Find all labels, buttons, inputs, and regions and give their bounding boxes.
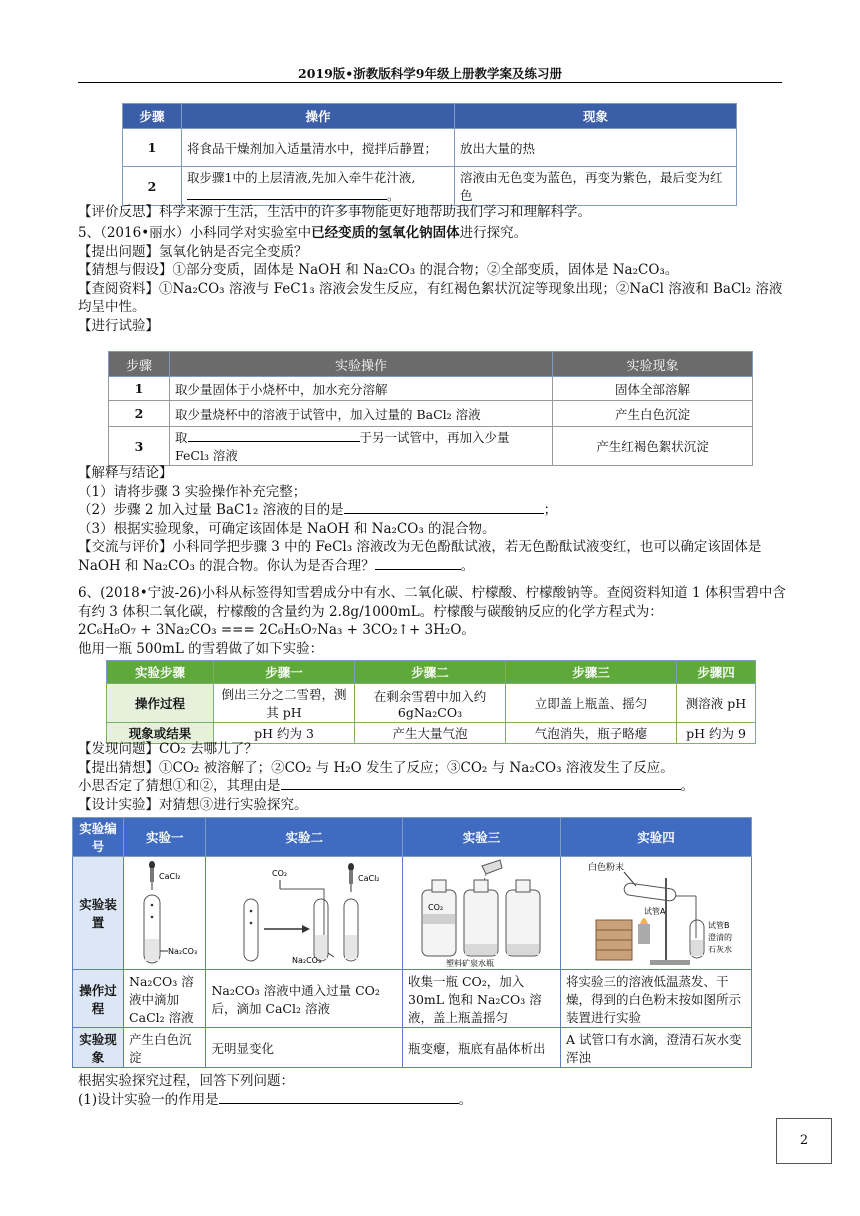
table-header: 步骤一 <box>214 661 355 684</box>
evaluation-paragraph <box>78 203 788 222</box>
q6-equation: 2C₆H₈O₇ + 3Na₂CO₃ === 2C₆H₅O₇Na₃ + 3CO₂↑+ 3H₂O。 <box>78 622 475 638</box>
q5-hypothesis: 【猜想与假设】①部分变质，固体是 NaOH 和 Na₂CO₃ 的混合物；②全部变质，固体是 Na₂CO₃。 <box>78 262 679 278</box>
op-cell <box>182 167 455 206</box>
table-sprite-experiment <box>106 660 756 744</box>
table-header: 操作 <box>182 104 455 129</box>
design: 【设计实验】对猜想③进行实验探究。 <box>78 796 308 813</box>
page-number: 2 <box>776 1118 832 1164</box>
table-row <box>109 377 753 401</box>
bottle-caption: 塑料矿泉水瓶 <box>445 959 494 968</box>
page-header: 2019版•浙教版科学9年级上册教学案及练习册 <box>298 66 562 81</box>
label-limewater-1: 澄清的 <box>708 933 732 942</box>
dropper-test-tube-diagram <box>130 859 200 967</box>
guess: 【提出猜想】①CO₂ 被溶解了；②CO₂ 与 H₂O 发生了反应；③CO₂ 与 Na₂CO₃ 溶液发生了反应。 <box>78 759 674 776</box>
conclusion-2: （2）步骤 2 加入过量 BaC1₂ 溶液的目的是 ； <box>78 502 558 518</box>
problem: 【发现问题】CO₂ 去哪儿了？ <box>78 741 258 757</box>
answer-blank[interactable] <box>281 789 681 790</box>
q5-experiment-label: 【进行试验】 <box>78 317 159 334</box>
question-6-discussion <box>78 740 788 814</box>
fig-exp3 <box>403 857 561 970</box>
table-naoh-experiment <box>108 351 753 466</box>
question-5 <box>78 224 788 335</box>
fig-exp2 <box>206 857 403 970</box>
op-cell: 取少量固体于小烧杯中，加水充分溶解 <box>170 377 553 401</box>
table-header: 实验编号 <box>73 818 124 857</box>
step-cell: 1 <box>123 129 182 167</box>
op-text: 取步骤1中的上层清液,先加入牵牛花汁液, <box>187 170 416 185</box>
question-6-answers <box>78 1072 788 1109</box>
result-row <box>73 1028 752 1068</box>
label-tube-a: 试管A <box>644 907 666 916</box>
table-cell: 收集一瓶 CO₂，加入 30mL 饱和 Na₂CO₃ 溶液，盖上瓶盖摇匀 <box>403 970 561 1028</box>
table-cell: A 试管口有水滴，澄清石灰水变浑浊 <box>561 1028 752 1068</box>
label-powder: 白色粉末 <box>588 863 625 873</box>
table-cell: 立即盖上瓶盖、摇匀 <box>506 684 677 723</box>
table-cell: pH 约为 9 <box>677 723 756 744</box>
result-cell: 固体全部溶解 <box>553 377 753 401</box>
table-food-desiccant <box>122 103 737 206</box>
label-co2: CO₂ <box>427 903 443 912</box>
row-header: 现象或结果 <box>107 723 214 744</box>
table-header: 现象 <box>455 104 737 129</box>
conclusion-3: （3）根据实验现象，可确定该固体是 NaOH 和 Na₂CO₃ 的混合物。 <box>78 520 496 537</box>
q5-reference: 【查阅资料】①Na₂CO₃ 溶液与 FeC1₃ 溶液会发生反应，有红褐色絮状沉淀等现象出现；②NaCl 溶液和 BaCl₂ 溶液均呈中性。 <box>78 280 783 315</box>
table-row <box>109 427 753 466</box>
op-cell: 取少量烧杯中的溶液于试管中，加入过量的 BaCl₂ 溶液 <box>170 401 553 427</box>
evaluation: 【交流与评价】小科同学把步骤 3 中的 FeCl₃ 溶液改为无色酚酞试液，若无色酚酞试液变红，也可以确定该固体是 NaOH 和 Na₂CO₃ 的混合物。你认为是否合理？ 。 <box>78 539 762 574</box>
table-cell: Na₂CO₃ 溶液中通入过量 CO₂ 后，滴加 CaCl₂ 溶液 <box>206 970 403 1028</box>
table-cell: 产生白色沉淀 <box>124 1028 206 1068</box>
result-cell: 产生红褐色絮状沉淀 <box>553 427 753 466</box>
table-header: 步骤四 <box>677 661 756 684</box>
conclusion-1: （1）请将步骤 3 实验操作补充完整； <box>78 483 307 500</box>
result-cell: 溶液由无色变为蓝色，再变为紫色，最后变为红色 <box>455 167 737 206</box>
table-row <box>123 167 737 206</box>
label-limewater-2: 石灰水 <box>708 945 732 954</box>
table-header: 实验现象 <box>553 352 753 377</box>
table-header: 步骤 <box>123 104 182 129</box>
answer-blank[interactable] <box>188 441 360 442</box>
answer-blank[interactable] <box>187 199 387 200</box>
answers-lead: 根据实验探究过程，回答下列问题： <box>78 1073 294 1089</box>
table-row <box>109 401 753 427</box>
table-row <box>123 129 737 167</box>
reason: 小思否定了猜想①和②，其理由是 。 <box>78 778 694 794</box>
label-co2: CO₂ <box>272 869 288 878</box>
header-rule <box>78 82 782 83</box>
plastic-bottles-diagram <box>412 858 552 968</box>
op-tail: 。 <box>387 188 400 203</box>
q5-question: 【提出问题】氢氧化钠是否完全变质？ <box>78 243 308 260</box>
fig-exp4 <box>561 857 752 970</box>
answer-blank[interactable] <box>219 1103 459 1104</box>
label-cacl2: CaCl₂ <box>358 874 380 883</box>
row-header: 操作过程 <box>107 684 214 723</box>
table-header: 步骤三 <box>506 661 677 684</box>
table-cell: 倒出三分之二雪碧，测其 pH <box>214 684 355 723</box>
step-cell: 2 <box>123 167 182 206</box>
step-cell: 3 <box>109 427 170 466</box>
table-cell: 产生大量气泡 <box>355 723 506 744</box>
label-na2co3: Na₂CO₃ <box>292 956 322 965</box>
table-co2-experiments <box>72 817 752 1068</box>
table-cell: Na₂CO₃ 溶液中滴加 CaCl₂ 溶液 <box>124 970 206 1028</box>
table-header: 实验一 <box>124 818 206 857</box>
section-label: 【评价反思】 <box>78 204 159 220</box>
table-header: 实验操作 <box>170 352 553 377</box>
answer-blank[interactable] <box>344 513 544 514</box>
table-cell: 无明显变化 <box>206 1028 403 1068</box>
table-header: 实验步骤 <box>107 661 214 684</box>
answer-1: (1)设计实验一的作用是 。 <box>78 1091 473 1108</box>
table-row <box>107 684 756 723</box>
result-cell: 放出大量的热 <box>455 129 737 167</box>
label-na2co3: Na₂CO₃ <box>167 947 197 956</box>
row-header: 实验现象 <box>73 1028 124 1068</box>
question-5-conclusion <box>78 464 788 575</box>
section-text: 科学来源于生活，生活中的许多事物能更好地帮助我们学习和理解科学。 <box>159 204 591 220</box>
fig-exp1 <box>124 857 206 970</box>
op-cell: 取 于另一试管中，再加入少量 FeCl₃ 溶液 <box>170 427 553 466</box>
table-cell: 测溶液 pH <box>677 684 756 723</box>
q6-intro: 6、(2018•宁波-26)小科从标签得知雪碧成分中有水、二氧化碳、柠檬酸、柠檬酸钠等。查阅资料知道 1 体积雪碧中含有约 3 体积二氧化碳，柠檬酸的含量约为 2.8g/1000mL。柠檬酸与碳酸钠反应的化学方程式为： <box>78 585 786 620</box>
q5-emphasis: 已经变质的氢氧化钠固体 <box>311 225 460 241</box>
co2-bubbling-diagram <box>214 859 394 967</box>
table-header: 实验四 <box>561 818 752 857</box>
result-cell: 产生白色沉淀 <box>553 401 753 427</box>
table-header: 步骤二 <box>355 661 506 684</box>
operation-row <box>73 970 752 1028</box>
table-cell: 将实验三的溶液低温蒸发、干燥，得到的白色粉末按如图所示装置进行实验 <box>561 970 752 1028</box>
row-header: 操作过程 <box>73 970 124 1028</box>
op-cell: 将食品干燥剂加入适量清水中，搅拌后静置； <box>182 129 455 167</box>
label-cacl2: CaCl₂ <box>158 872 181 881</box>
answer-blank[interactable] <box>375 569 461 570</box>
q6-lead: 他用一瓶 500mL 的雪碧做了如下实验： <box>78 640 324 657</box>
device-row <box>73 857 752 970</box>
step-cell: 2 <box>109 401 170 427</box>
table-header: 步骤 <box>109 352 170 377</box>
label-tube-b: 试管B <box>708 921 730 930</box>
table-cell: 瓶变瘪，瓶底有晶体析出 <box>403 1028 561 1068</box>
q5-intro: 5、（2016•丽水）小科同学对实验室中已经变质的氢氧化钠固体进行探究。 <box>78 225 528 241</box>
conclusion-label: 【解释与结论】 <box>78 465 173 481</box>
table-cell: 气泡消失，瓶子略瘪 <box>506 723 677 744</box>
heating-apparatus-diagram <box>566 858 746 968</box>
table-header: 实验三 <box>403 818 561 857</box>
table-cell: pH 约为 3 <box>214 723 355 744</box>
question-6 <box>78 584 788 658</box>
table-header: 实验二 <box>206 818 403 857</box>
table-cell: 在剩余雪碧中加入约 6gNa₂CO₃ <box>355 684 506 723</box>
step-cell: 1 <box>109 377 170 401</box>
row-header: 实验装置 <box>73 857 124 970</box>
